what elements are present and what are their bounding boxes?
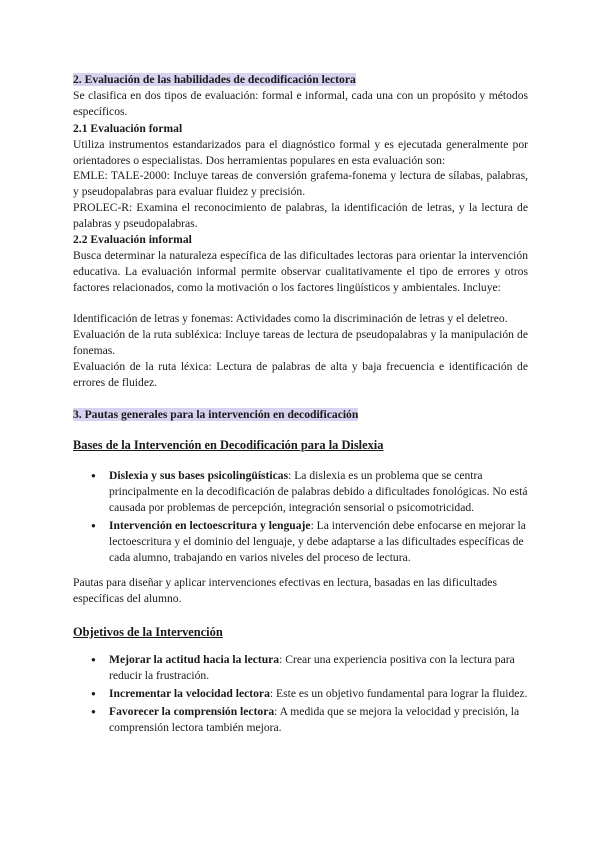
- list-item: [109, 468, 528, 516]
- list-item: [109, 652, 528, 684]
- bullet-term: Intervención en lectoescritura y lenguaje: [109, 519, 311, 532]
- bullet-text: : Crear una experiencia positiva con la lectura para reducir la frustración.: [109, 653, 515, 682]
- informal-item-letters: Identificación de letras y fonemas: Actividades como la discriminación de letras y el deletreo.: [73, 312, 508, 325]
- list-item: [109, 518, 528, 566]
- bullet-text: : La intervención debe enfocarse en mejorar la lectoescritura y el dominio del lenguaje, y debe adaptarse a las dificultades específicas de cada alumno, trabajando en varios niveles del proceso de lectura.: [109, 519, 526, 564]
- section2-heading: 2. Evaluación de las habilidades de decodificación lectora: [73, 73, 356, 86]
- list-item: [109, 686, 528, 702]
- objetivos-heading: Objetivos de la Intervención: [73, 625, 223, 639]
- bullet-term: Incrementar la velocidad lectora: [109, 687, 270, 700]
- bullet-term: Favorecer la comprensión lectora: [109, 705, 275, 718]
- pautas-text: Pautas para diseñar y aplicar intervenciones efectivas en lectura, basadas en las dificultades específicas del alumno.: [73, 576, 497, 605]
- objetivos-list: [73, 652, 528, 738]
- bullet-term: Dislexia y sus bases psicolingüísticas: [109, 469, 289, 482]
- list-item: [109, 704, 528, 736]
- prolec-text: PROLEC-R: Examina el reconocimiento de palabras, la identificación de letras, y la lectura de palabras y pseudopalabras.: [73, 201, 528, 230]
- informal-item-lexical: Evaluación de la ruta léxica: Lectura de palabras de alta y baja frecuencia e identificación de errores de fluidez.: [73, 360, 528, 389]
- bullet-text: : La dislexia es un problema que se centra principalmente en la decodificación de palabras debido a dificultades fonológicas. No está causada por problemas de percepción, integración sensorial o psicomotricidad.: [109, 469, 528, 514]
- formal-text: Utiliza instrumentos estandarizados para el diagnóstico formal y es ejecutada generalmente por orientadores o especialistas. Dos herramientas populares en esta evaluación son:: [73, 138, 528, 167]
- formal-heading: 2.1 Evaluación formal: [73, 122, 183, 135]
- bullet-text: : A medida que se mejora la velocidad y precisión, la comprensión lectora también mejora.: [109, 705, 520, 734]
- section3-heading: 3. Pautas generales para la intervención en decodificación: [73, 408, 359, 421]
- bullet-text: : Este es un objetivo fundamental para lograr la fluidez.: [269, 687, 528, 700]
- bases-heading: Bases de la Intervención en Decodificación para la Dislexia: [73, 438, 384, 452]
- informal-heading: 2.2 Evaluación informal: [73, 233, 192, 246]
- bullet-term: Mejorar la actitud hacia la lectura: [109, 653, 280, 666]
- bases-list: [73, 468, 528, 568]
- informal-text: Busca determinar la naturaleza específica de las dificultades lectoras para orientar la intervención educativa. La evaluación informal permite observar cualitativamente el tipo de errores y otros factores relacionados, como la motivación o los factores lingüísticos y ambientales. Incluye:: [73, 249, 528, 294]
- emle-text: EMLE: TALE-2000: Incluye tareas de conversión grafema-fonema y lectura de sílabas, palabras, y pseudopalabras para evaluar fluidez y precisión.: [73, 169, 528, 198]
- informal-item-sublexical: Evaluación de la ruta subléxica: Incluye tareas de lectura de pseudopalabras y la manipulación de fonemas.: [73, 328, 528, 357]
- section2-intro: Se clasifica en dos tipos de evaluación: formal e informal, cada una con un propósito y métodos específicos.: [73, 89, 528, 118]
